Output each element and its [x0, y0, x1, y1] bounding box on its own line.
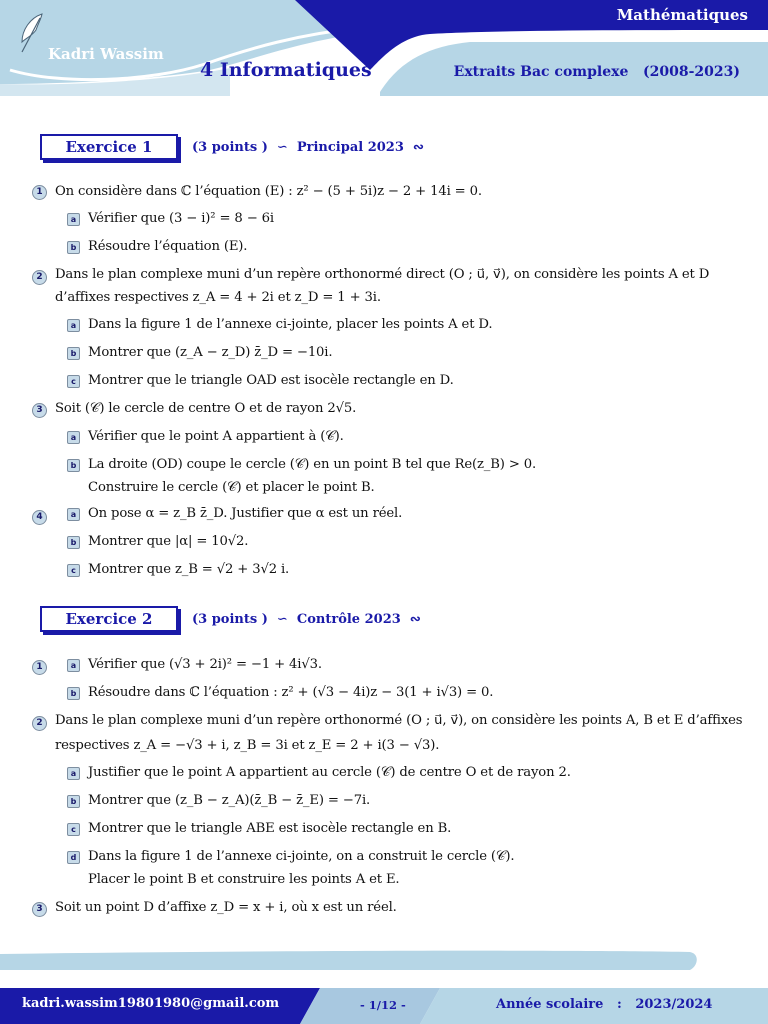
subquestion-text: Montrer que z_B = √2 + 3√2 i. — [88, 562, 290, 577]
question-marker: 1 — [32, 185, 47, 200]
subquestion-marker: c — [67, 823, 80, 836]
subquestion-text: La droite (OD) coupe le cercle (𝒞) en un point B tel que Re(z_B) > 0. — [88, 457, 537, 472]
author-email: kadri.wassim19801980@gmail.com — [22, 996, 280, 1011]
subquestion-text: Vérifier que (3 − i)² = 8 − 6i — [88, 211, 274, 226]
subquestion-marker: c — [67, 375, 80, 388]
page-header — [0, 0, 768, 112]
question-text: On considère dans ℂ l’équation (E) : z² − (5 + 5i)z − 2 + 14i = 0. — [55, 184, 482, 199]
question-text-continued: d’affixes respectives z_A = 4 + 2i et z_D = 1 + 3i. — [55, 290, 381, 305]
class-level: 4 Informatiques — [200, 59, 372, 81]
subquestion-marker: d — [67, 851, 80, 864]
subquestion-text: Vérifier que le point A appartient à (𝒞). — [88, 429, 344, 444]
subquestion-text: Montrer que (z_B − z_A)(z̄_B − z̄_E) = −7i. — [88, 793, 371, 808]
subquestion-text: Dans la figure 1 de l’annexe ci-jointe, placer les points A et D. — [88, 317, 493, 332]
subquestion-marker: a — [67, 659, 80, 672]
exercise-1-header — [40, 134, 424, 160]
question-marker: 1 — [32, 660, 47, 675]
subquestion-text: Montrer que |α| = 10√2. — [88, 534, 249, 549]
question-text: Soit (𝒞) le cercle de centre O et de rayon 2√5. — [55, 401, 357, 416]
exercise-2-header — [40, 606, 421, 632]
subquestion-text-continued: Construire le cercle (𝒞) et placer le point B. — [88, 480, 375, 495]
footer-banner — [0, 948, 768, 1024]
question-text: Dans le plan complexe muni d’un repère orthonormé (O ; u⃗, v⃗), on considère les points A, B et E d’affixes — [55, 713, 743, 728]
exercise-1-info: (3 points ) ∽ Principal 2023 ∾ — [192, 139, 424, 155]
subquestion-marker: b — [67, 795, 80, 808]
exercise-2-info: (3 points ) ∽ Contrôle 2023 ∾ — [192, 611, 421, 627]
page-number: - 1/12 - — [360, 998, 406, 1012]
subquestion-text: Dans la figure 1 de l’annexe ci-jointe, on a construit le cercle (𝒞). — [88, 849, 515, 864]
exercise-2-title: Exercice 2 — [40, 606, 178, 632]
question-marker: 2 — [32, 716, 47, 731]
question-text-continued: respectives z_A = −√3 + i, z_B = 3i et z_E = 2 + i(3 − √3). — [55, 738, 440, 753]
author-name: Kadri Wassim — [48, 45, 164, 63]
document-title: Extraits Bac complexe (2008-2023) — [453, 64, 740, 80]
subquestion-marker: a — [67, 508, 80, 521]
subquestion-marker: b — [67, 536, 80, 549]
subquestion-text: Résoudre dans ℂ l’équation : z² + (√3 − 4i)z − 3(1 + i√3) = 0. — [88, 685, 494, 700]
subquestion-text: Résoudre l’équation (E). — [88, 239, 248, 254]
subquestion-marker: b — [67, 459, 80, 472]
subquestion-marker: a — [67, 431, 80, 444]
subquestion-text-continued: Placer le point B et construire les points A et E. — [88, 872, 400, 887]
page-footer — [0, 948, 768, 1024]
subquestion-text: Justifier que le point A appartient au cercle (𝒞) de centre O et de rayon 2. — [88, 765, 571, 780]
subquestion-text: Vérifier que (√3 + 2i)² = −1 + 4i√3. — [88, 657, 322, 672]
question-text: Soit un point D d’affixe z_D = x + i, où x est un réel. — [55, 900, 397, 915]
subquestion-text: Montrer que le triangle ABE est isocèle rectangle en B. — [88, 821, 452, 836]
subquestion-marker: b — [67, 687, 80, 700]
question-marker: 3 — [32, 902, 47, 917]
exercise-1-title: Exercice 1 — [40, 134, 178, 160]
subject-label: Mathématiques — [616, 6, 748, 24]
question-text: Dans le plan complexe muni d’un repère orthonormé direct (O ; u⃗, v⃗), on considère les points A et D — [55, 267, 710, 282]
question-marker: 4 — [32, 510, 47, 525]
subquestion-text: Montrer que le triangle OAD est isocèle rectangle en D. — [88, 373, 454, 388]
subquestion-text: On pose α = z_B z̄_D. Justifier que α est un réel. — [88, 506, 403, 521]
subquestion-text: Montrer que (z_A − z_D) z̄_D = −10i. — [88, 345, 333, 360]
subquestion-marker: b — [67, 241, 80, 254]
subquestion-marker: a — [67, 319, 80, 332]
question-marker: 2 — [32, 270, 47, 285]
quill-icon — [16, 12, 46, 60]
subquestion-marker: c — [67, 564, 80, 577]
subquestion-marker: a — [67, 213, 80, 226]
school-year: Année scolaire : 2023/2024 — [496, 997, 713, 1012]
subquestion-marker: a — [67, 767, 80, 780]
subquestion-marker: b — [67, 347, 80, 360]
question-marker: 3 — [32, 403, 47, 418]
